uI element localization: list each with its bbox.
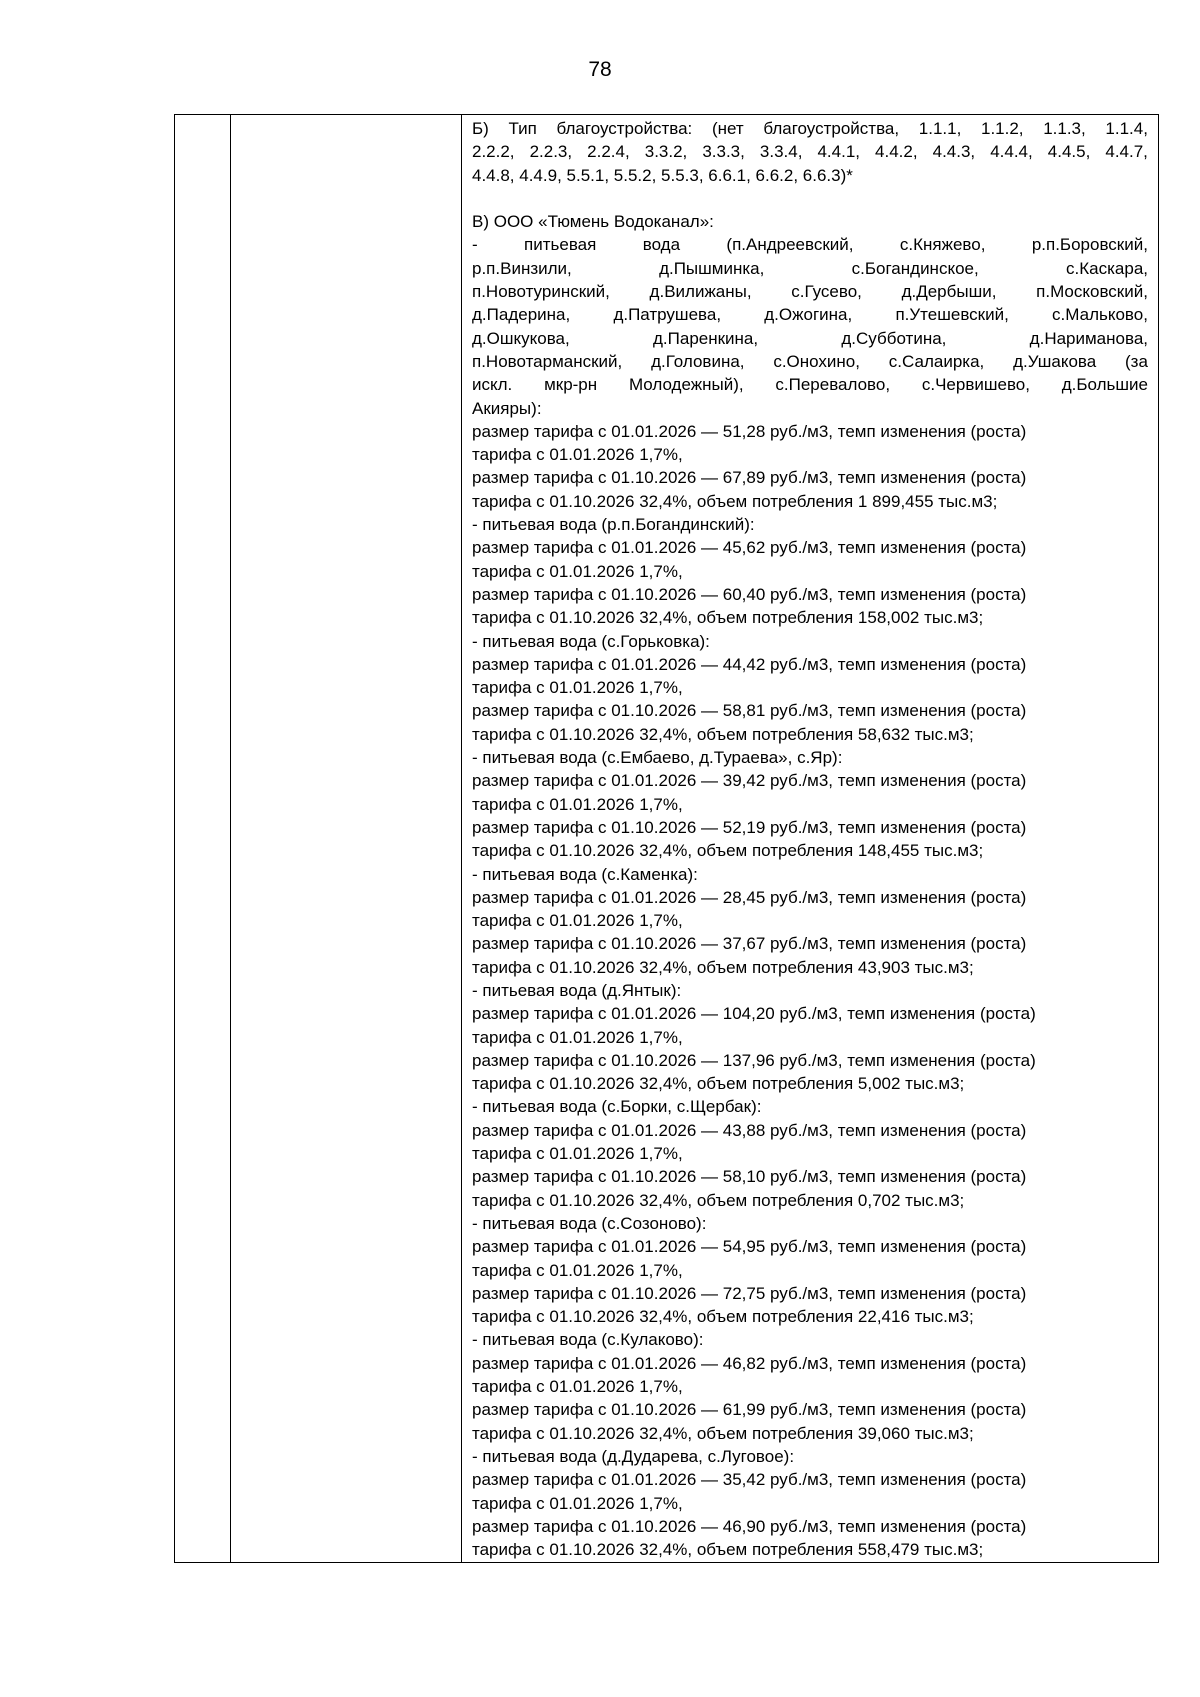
word: Б) bbox=[472, 119, 489, 138]
tariff-line: размер тарифа с 01.01.2026 — 43,88 руб./м3, темп изменения (роста) bbox=[472, 1120, 1027, 1140]
water-block-title: - питьевая вода (д.Дударева, с.Луговое): bbox=[472, 1446, 795, 1466]
tariff-line: тарифа с 01.01.2026 1,7%, bbox=[472, 445, 683, 465]
tariff-line: размер тарифа с 01.10.2026 — 60,40 руб./м3, темп изменения (роста) bbox=[472, 584, 1027, 604]
water-block-title: - питьевая вода (с.Ембаево, д.Тураева», с.Яр): bbox=[472, 748, 843, 768]
word: 4.4.3, bbox=[932, 142, 976, 162]
word: д.Патрушева, bbox=[613, 305, 722, 325]
table-cell-name bbox=[231, 115, 462, 1563]
settlements-line bbox=[472, 327, 1148, 350]
improvement-type-line bbox=[472, 117, 1148, 140]
table-cell-content bbox=[462, 115, 1159, 1563]
settlements-line bbox=[472, 257, 1148, 280]
tariff-line: тарифа с 01.10.2026 32,4%, объем потребления 43,903 тыс.м3; bbox=[472, 957, 974, 977]
word: с.Червишево, bbox=[921, 375, 1030, 395]
settlements-line bbox=[472, 280, 1148, 303]
tariff-line: тарифа с 01.10.2026 32,4%, объем потребления 0,702 тыс.м3; bbox=[472, 1190, 965, 1210]
tariff-line: размер тарифа с 01.01.2026 — 54,95 руб./м3, темп изменения (роста) bbox=[472, 1237, 1027, 1257]
water-block-title: - питьевая вода (д.Янтык): bbox=[472, 980, 682, 1000]
word: п.Утешевский, bbox=[895, 305, 1009, 325]
tariff-line: тарифа с 01.10.2026 32,4%, объем потребления 558,479 тыс.м3; bbox=[472, 1540, 984, 1560]
provider-heading: В) ООО «Тюмень Водоканал»: bbox=[472, 212, 714, 232]
water-block-title: - питьевая вода (с.Каменка): bbox=[472, 864, 698, 884]
word: питьевая bbox=[524, 235, 597, 255]
water-block-title: - питьевая вода (с.Горьковка): bbox=[472, 631, 710, 651]
word: д.Падерина, bbox=[472, 305, 571, 325]
word: п.Новотуринский, bbox=[472, 282, 610, 302]
word: 4.4.4, bbox=[990, 142, 1033, 162]
improvement-type-line: 4.4.8, 4.4.9, 5.5.1, 5.5.2, 5.5.3, 6.6.1, 6.6.2, 6.6.3)* bbox=[472, 165, 853, 185]
tariff-line: тарифа с 01.10.2026 32,4%, объем потребления 58,632 тыс.м3; bbox=[472, 724, 974, 744]
word: с.Богандинское, bbox=[851, 258, 979, 278]
settlements-line bbox=[472, 373, 1148, 396]
water-block-title: - питьевая вода (с.Борки, с.Щербак): bbox=[472, 1097, 762, 1117]
word: 1.1.4, bbox=[1105, 119, 1148, 138]
settlements-line bbox=[472, 350, 1148, 373]
tariff-line: размер тарифа с 01.10.2026 — 67,89 руб./м3, темп изменения (роста) bbox=[472, 468, 1027, 488]
tariff-line: размер тарифа с 01.01.2026 — 44,42 руб./м3, темп изменения (роста) bbox=[472, 654, 1027, 674]
word: р.п.Боровский, bbox=[1031, 235, 1148, 255]
tariff-line: тарифа с 01.01.2026 1,7%, bbox=[472, 1144, 683, 1164]
tariff-line: тарифа с 01.01.2026 1,7%, bbox=[472, 1377, 683, 1397]
word: 1.1.3, bbox=[1043, 119, 1086, 138]
tariff-line: размер тарифа с 01.10.2026 — 61,99 руб./м3, темп изменения (роста) bbox=[472, 1400, 1027, 1420]
improvement-type-block bbox=[472, 117, 1148, 187]
word: 3.3.2, bbox=[644, 142, 688, 162]
word: искл. bbox=[472, 375, 513, 395]
word: д.Дербыши, bbox=[901, 282, 997, 302]
tariff-line: размер тарифа с 01.01.2026 — 35,42 руб./м3, темп изменения (роста) bbox=[472, 1470, 1027, 1490]
tariff-line: размер тарифа с 01.01.2026 — 46,82 руб./м3, темп изменения (роста) bbox=[472, 1353, 1027, 1373]
word: с.Салаирка, bbox=[888, 351, 985, 371]
word: д.Пышминка, bbox=[659, 258, 765, 278]
word: - bbox=[472, 235, 478, 255]
word: Тип bbox=[508, 119, 537, 138]
cell-content bbox=[462, 115, 1158, 1561]
paragraph-spacer bbox=[472, 187, 1148, 210]
tariff-line: размер тарифа с 01.10.2026 — 52,19 руб./м3, темп изменения (роста) bbox=[472, 817, 1027, 837]
word: п.Московский, bbox=[1036, 282, 1148, 302]
word: Молодежный), bbox=[628, 375, 744, 395]
word: 2.2.4, bbox=[587, 142, 630, 162]
word: 2.2.3, bbox=[529, 142, 573, 162]
settlements-line bbox=[472, 303, 1148, 326]
tariff-line: тарифа с 01.10.2026 32,4%, объем потребления 158,002 тыс.м3; bbox=[472, 608, 984, 628]
word: д.Паренкина, bbox=[653, 328, 759, 348]
word: мкр-рн bbox=[544, 375, 598, 395]
tariff-line: тарифа с 01.10.2026 32,4%, объем потребления 39,060 тыс.м3; bbox=[472, 1423, 974, 1443]
table-row bbox=[175, 115, 1159, 1563]
word: вода bbox=[642, 235, 681, 255]
word: 4.4.5, bbox=[1047, 142, 1091, 162]
tariff-line: размер тарифа с 01.10.2026 — 58,81 руб./м3, темп изменения (роста) bbox=[472, 701, 1027, 721]
table-cell-number bbox=[175, 115, 231, 1563]
improvement-type-line bbox=[472, 140, 1148, 163]
settlements-line bbox=[472, 233, 1148, 256]
word: д.Головина, bbox=[651, 351, 745, 371]
word: с.Мальково, bbox=[1052, 305, 1148, 325]
word: 1.1.1, bbox=[918, 119, 962, 138]
word: д.Субботина, bbox=[841, 328, 947, 348]
word: с.Княжево, bbox=[899, 235, 986, 255]
page-number: 78 bbox=[588, 58, 612, 81]
tariff-line: тарифа с 01.01.2026 1,7%, bbox=[472, 678, 683, 698]
word: с.Перевалово, bbox=[775, 375, 891, 395]
tariff-line: тарифа с 01.10.2026 32,4%, объем потребления 148,455 тыс.м3; bbox=[472, 841, 984, 861]
word: с.Гусево, bbox=[791, 282, 862, 302]
tariff-line: размер тарифа с 01.10.2026 — 72,75 руб./м3, темп изменения (роста) bbox=[472, 1283, 1027, 1303]
tariff-line: размер тарифа с 01.01.2026 — 39,42 руб./м3, темп изменения (роста) bbox=[472, 771, 1027, 791]
word: 3.3.4, bbox=[759, 142, 803, 162]
tariff-line: тарифа с 01.01.2026 1,7%, bbox=[472, 1260, 683, 1280]
word: (нет bbox=[711, 119, 744, 138]
word: д.Ушакова bbox=[1013, 351, 1097, 371]
tariff-line: размер тарифа с 01.10.2026 — 46,90 руб./м3, темп изменения (роста) bbox=[472, 1516, 1027, 1536]
word: 4.4.1, bbox=[817, 142, 861, 162]
tariff-line: тарифа с 01.10.2026 32,4%, объем потребления 1 899,455 тыс.м3; bbox=[472, 491, 998, 511]
word: д.Большие bbox=[1061, 375, 1148, 395]
tariff-line: тарифа с 01.01.2026 1,7%, bbox=[472, 561, 683, 581]
word: благоустройства: bbox=[556, 119, 693, 138]
word: д.Ошкукова, bbox=[472, 328, 570, 348]
word: с.Каскара, bbox=[1066, 258, 1148, 278]
tariff-line: размер тарифа с 01.01.2026 — 104,20 руб./м3, темп изменения (роста) bbox=[472, 1004, 1036, 1024]
word: 4.4.2, bbox=[875, 142, 918, 162]
tariff-line: тарифа с 01.10.2026 32,4%, объем потребления 22,416 тыс.м3; bbox=[472, 1307, 974, 1327]
water-block-title: - питьевая вода (р.п.Богандинский): bbox=[472, 515, 755, 535]
tariff-line: размер тарифа с 01.01.2026 — 51,28 руб./м3, темп изменения (роста) bbox=[472, 421, 1027, 441]
word: с.Онохино, bbox=[773, 351, 860, 371]
tariff-line: размер тарифа с 01.01.2026 — 28,45 руб./м3, темп изменения (роста) bbox=[472, 887, 1027, 907]
tariff-table bbox=[174, 114, 1159, 1563]
word: п.Новотарманский, bbox=[472, 351, 623, 371]
word: благоустройства, bbox=[763, 119, 900, 138]
word: (за bbox=[1125, 351, 1148, 371]
tariff-line: тарифа с 01.01.2026 1,7%, bbox=[472, 1493, 683, 1513]
tariff-line: тарифа с 01.01.2026 1,7%, bbox=[472, 1027, 683, 1047]
tariff-line: размер тарифа с 01.01.2026 — 45,62 руб./м3, темп изменения (роста) bbox=[472, 538, 1027, 558]
tariff-line: размер тарифа с 01.10.2026 — 37,67 руб./м3, темп изменения (роста) bbox=[472, 934, 1027, 954]
word: (п.Андреевский, bbox=[726, 235, 854, 255]
water-block-title: - питьевая вода (с.Созоново): bbox=[472, 1213, 707, 1233]
word: д.Вилижаны, bbox=[649, 282, 752, 302]
tariff-line: тарифа с 01.10.2026 32,4%, объем потребления 5,002 тыс.м3; bbox=[472, 1074, 965, 1094]
word: 3.3.3, bbox=[702, 142, 745, 162]
word: д.Нариманова, bbox=[1029, 328, 1148, 348]
word: р.п.Винзили, bbox=[472, 258, 572, 278]
word: д.Ожогина, bbox=[764, 305, 853, 325]
water-block-title: - питьевая вода (с.Кулаково): bbox=[472, 1330, 704, 1350]
tariff-line: тарифа с 01.01.2026 1,7%, bbox=[472, 794, 683, 814]
tariff-line: размер тарифа с 01.10.2026 — 58,10 руб./м3, темп изменения (роста) bbox=[472, 1167, 1027, 1187]
provider-block bbox=[472, 233, 1148, 1561]
word: 2.2.2, bbox=[472, 142, 515, 162]
word: 1.1.2, bbox=[980, 119, 1024, 138]
tariff-line: тарифа с 01.01.2026 1,7%, bbox=[472, 911, 683, 931]
settlements-line: Акияры): bbox=[472, 398, 542, 418]
tariff-line: размер тарифа с 01.10.2026 — 137,96 руб./м3, темп изменения (роста) bbox=[472, 1050, 1036, 1070]
word: 4.4.7, bbox=[1105, 142, 1148, 162]
